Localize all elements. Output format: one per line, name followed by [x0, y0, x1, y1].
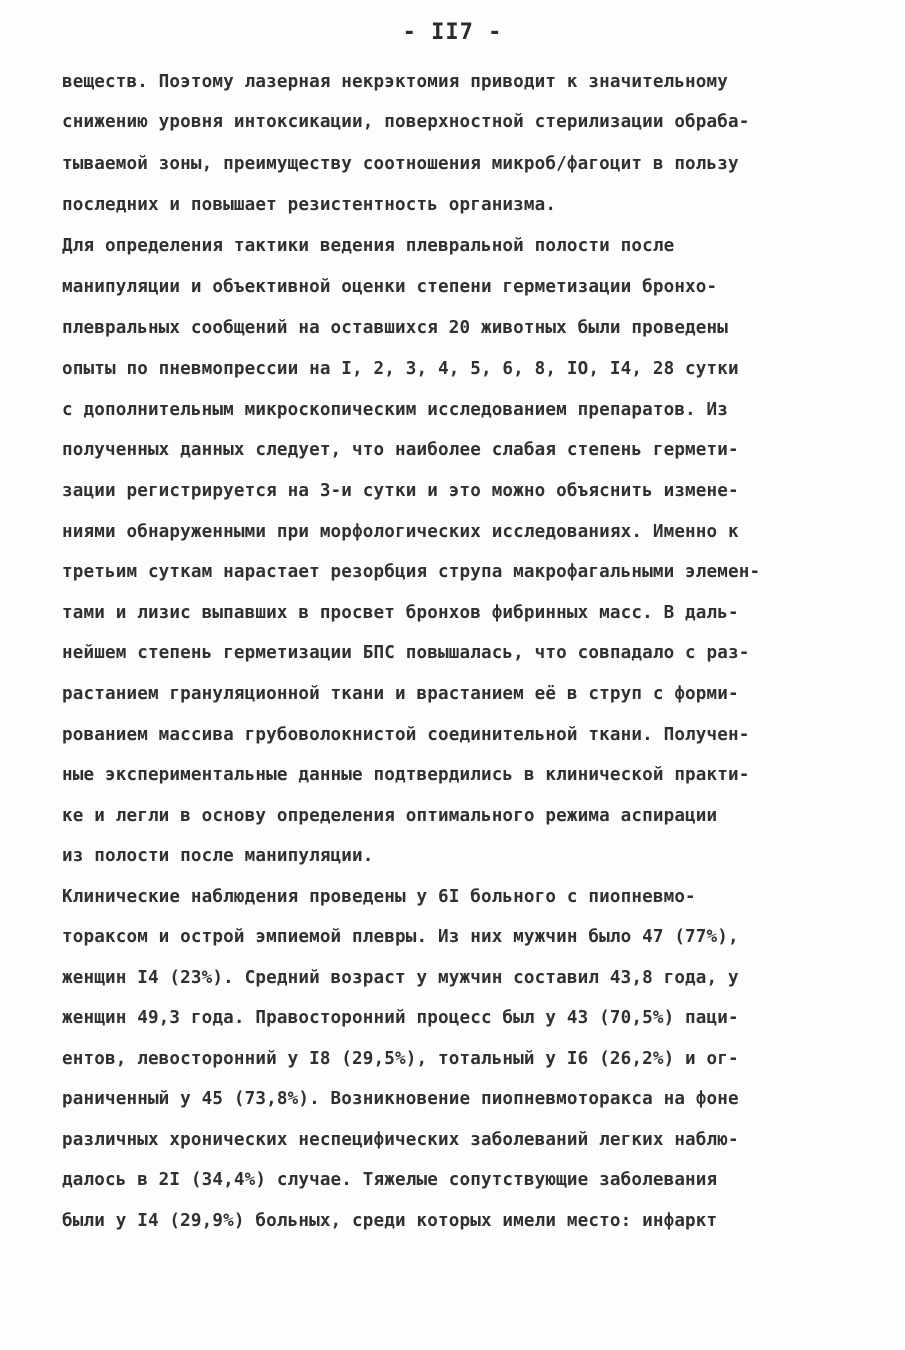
text-line: веществ. Поэтому лазерная некрэктомия приводит к значительному — [62, 72, 729, 92]
text-line: с дополнительным микроскопическим исследованием препаратов. Из — [62, 400, 729, 420]
text-line: опыты по пневмопрессии на I, 2, 3, 4, 5, 6, 8, IO, I4, 28 сутки — [62, 359, 739, 379]
page-number: - II7 - — [402, 20, 503, 45]
text-line: ные экспериментальные данные подтвердились в клинической практи- — [62, 765, 750, 785]
text-line: нейшем степень герметизации БПС повышалась, что совпадало с раз- — [62, 643, 750, 663]
text-line: полученных данных следует, что наиболее слабая степень гермети- — [62, 440, 739, 460]
text-line: манипуляции и объективной оценки степени герметизации бронхо- — [62, 277, 718, 297]
text-line: Для определения тактики ведения плевральной полости после — [62, 236, 675, 256]
text-line: раниченный у 45 (73,8%). Возникновение пиопневмоторакса на фоне — [62, 1089, 739, 1109]
text-line: тами и лизис выпавших в просвет бронхов фибринных масс. В даль- — [62, 603, 739, 623]
text-line: снижению уровня интоксикации, поверхностной стерилизации обраба- — [62, 112, 750, 132]
text-line: ке и легли в основу определения оптимального режима аспирации — [62, 806, 718, 826]
text-line: рованием массива грубоволокнистой соединительной ткани. Получен- — [62, 725, 750, 745]
text-line: далось в 2I (34,4%) случае. Тяжелые сопутствующие заболевания — [62, 1170, 718, 1190]
text-line: различных хронических неспецифических заболеваний легких наблю- — [62, 1130, 739, 1150]
text-line: тораксом и острой эмпиемой плевры. Из них мужчин было 47 (77%), — [62, 927, 739, 947]
text-line: тываемой зоны, преимуществу соотношения микроб/фагоцит в пользу — [62, 154, 739, 174]
text-line: из полости после манипуляции. — [62, 846, 374, 866]
text-line: третьим суткам нарастает резорбция струпа макрофагальными элемен- — [62, 562, 761, 582]
text-line: растанием грануляционной ткани и врастанием её в струп с форми- — [62, 684, 739, 704]
text-line: были у I4 (29,9%) больных, среди которых имели место: инфаркт — [62, 1211, 718, 1231]
text-line: женщин I4 (23%). Средний возраст у мужчин составил 43,8 года, у — [62, 968, 739, 988]
text-line: ниями обнаруженными при морфологических исследованиях. Именно к — [62, 522, 739, 542]
text-line: плевральных сообщений на оставшихся 20 животных были проведены — [62, 318, 729, 338]
text-line: женщин 49,3 года. Правосторонний процесс был у 43 (70,5%) паци- — [62, 1008, 739, 1028]
text-line: ентов, левосторонний у I8 (29,5%), тотальный у I6 (26,2%) и ог- — [62, 1049, 739, 1069]
text-line: зации регистрируется на 3-и сутки и это можно объяснить измене- — [62, 481, 739, 501]
text-line: Клинические наблюдения проведены у 6I больного с пиопневмо- — [62, 887, 696, 907]
text-line: последних и повышает резистентность организма. — [62, 195, 557, 215]
